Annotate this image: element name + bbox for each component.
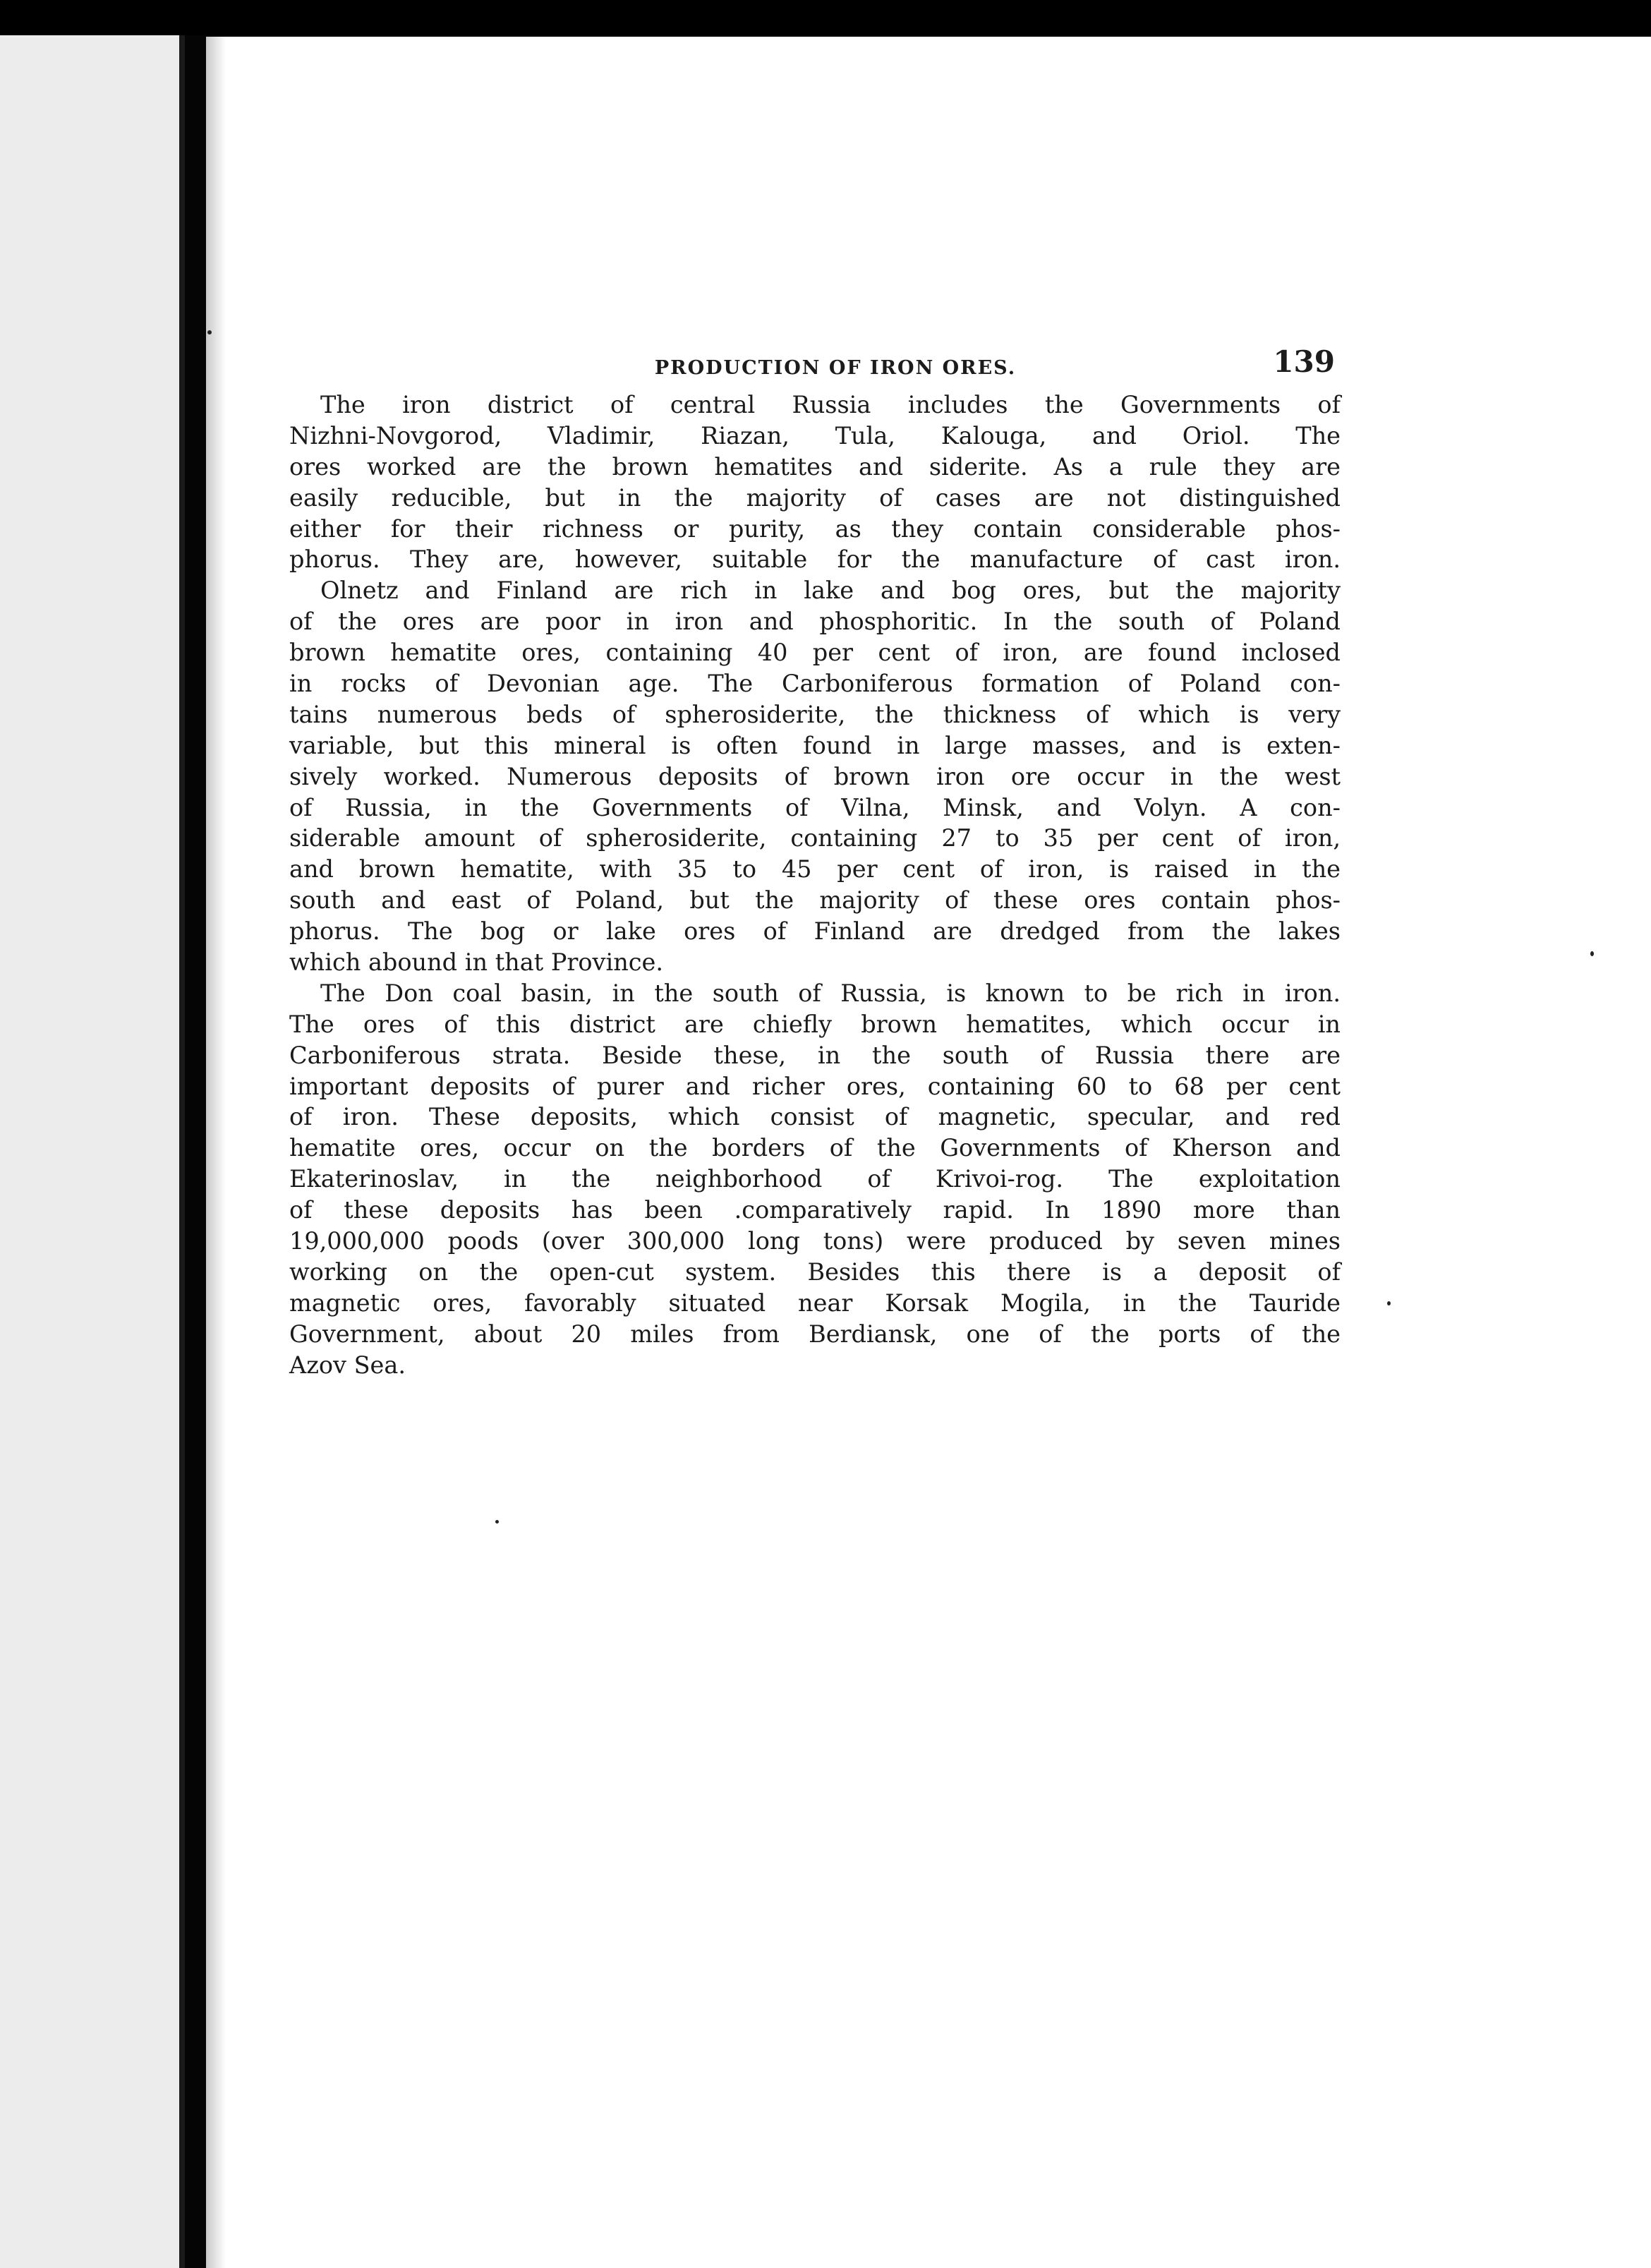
text-line: of these deposits has been .comparatively rapid. In 1890 more than [289, 1196, 1341, 1224]
text-line: siderable amount of spherosiderite, containing 27 to 35 per cent of iron, [289, 824, 1341, 852]
text-line: of the ores are poor in iron and phosphoritic. In the south of Poland [289, 608, 1341, 636]
text-line: important deposits of purer and richer ores, containing 60 to 68 per cent [289, 1072, 1341, 1100]
ink-speck [1387, 1301, 1391, 1305]
ink-speck [1590, 951, 1594, 956]
text-line: The ores of this district are chiefly brown hematites, which occur in [289, 1010, 1341, 1038]
facing-page-border [179, 35, 185, 2268]
text-line: variable, but this mineral is often found in large masses, and is exten- [289, 731, 1341, 759]
page-binding-shadow [206, 37, 226, 2268]
text-line: The iron district of central Russia includes the Governments of [320, 391, 1341, 418]
page-number: 139 [1273, 344, 1335, 379]
ink-speck [207, 330, 212, 334]
text-line: Azov Sea. [289, 1351, 406, 1379]
body-text [289, 390, 1341, 1381]
text-line: Olnetz and Finland are rich in lake and bog ores, but the majority [320, 577, 1341, 605]
text-line: of Russia, in the Governments of Vilna, Minsk, and Volyn. A con- [289, 793, 1341, 821]
text-line: hematite ores, occur on the borders of the Governments of Kherson and [289, 1134, 1341, 1162]
text-line: in rocks of Devonian age. The Carboniferous formation of Poland con- [289, 670, 1341, 698]
text-line: Government, about 20 miles from Berdiansk, one of the ports of the [289, 1320, 1341, 1348]
text-line: south and east of Poland, but the majority of these ores contain phos- [289, 886, 1341, 915]
text-line: Nizhni-Novgorod, Vladimir, Riazan, Tula, Kalouga, and Oriol. The [289, 421, 1341, 450]
text-line: brown hematite ores, containing 40 per cent of iron, are found inclosed [289, 639, 1341, 667]
text-line: phorus. The bog or lake ores of Finland are dredged from the lakes [289, 917, 1341, 946]
text-line: sively worked. Numerous deposits of brown iron ore occur in the west [289, 762, 1341, 790]
text-line: either for their richness or purity, as they contain considerable phos- [289, 514, 1341, 543]
text-line: working on the open-cut system. Besides this there is a deposit of [289, 1257, 1341, 1286]
text-line: phorus. They are, however, suitable for the manufacture of cast iron. [289, 545, 1341, 574]
text-line: and brown hematite, with 35 to 45 per cent of iron, is raised in the [289, 855, 1341, 883]
page-header [532, 334, 1335, 391]
book-gutter [185, 35, 206, 2268]
ink-speck [495, 1520, 499, 1524]
text-line: of iron. These deposits, which consist of magnetic, specular, and red [289, 1103, 1341, 1131]
paragraph [289, 390, 1341, 575]
text-line: easily reducible, but in the majority of cases are not distinguished [289, 483, 1341, 512]
text-line: Ekaterinoslav, in the neighborhood of Krivoi-rog. The exploitation [289, 1165, 1341, 1193]
paragraph [289, 978, 1341, 1381]
text-line: 19,000,000 poods (over 300,000 long tons) were produced by seven mines [289, 1227, 1341, 1255]
paragraph [289, 575, 1341, 978]
text-line: magnetic ores, favorably situated near Korsak Mogila, in the Tauride [289, 1289, 1341, 1317]
text-line: tains numerous beds of spherosiderite, the thickness of which is very [289, 700, 1341, 728]
text-line: Carboniferous strata. Beside these, in the south of Russia there are [289, 1041, 1341, 1069]
text-line: ores worked are the brown hematites and siderite. As a rule they are [289, 452, 1341, 481]
running-head: PRODUCTION OF IRON ORES. [654, 357, 1017, 379]
facing-page-edge [0, 35, 185, 2268]
text-line: which abound in that Province. [289, 948, 664, 977]
text-line: The Don coal basin, in the south of Russia, is known to be rich in iron. [320, 979, 1341, 1007]
